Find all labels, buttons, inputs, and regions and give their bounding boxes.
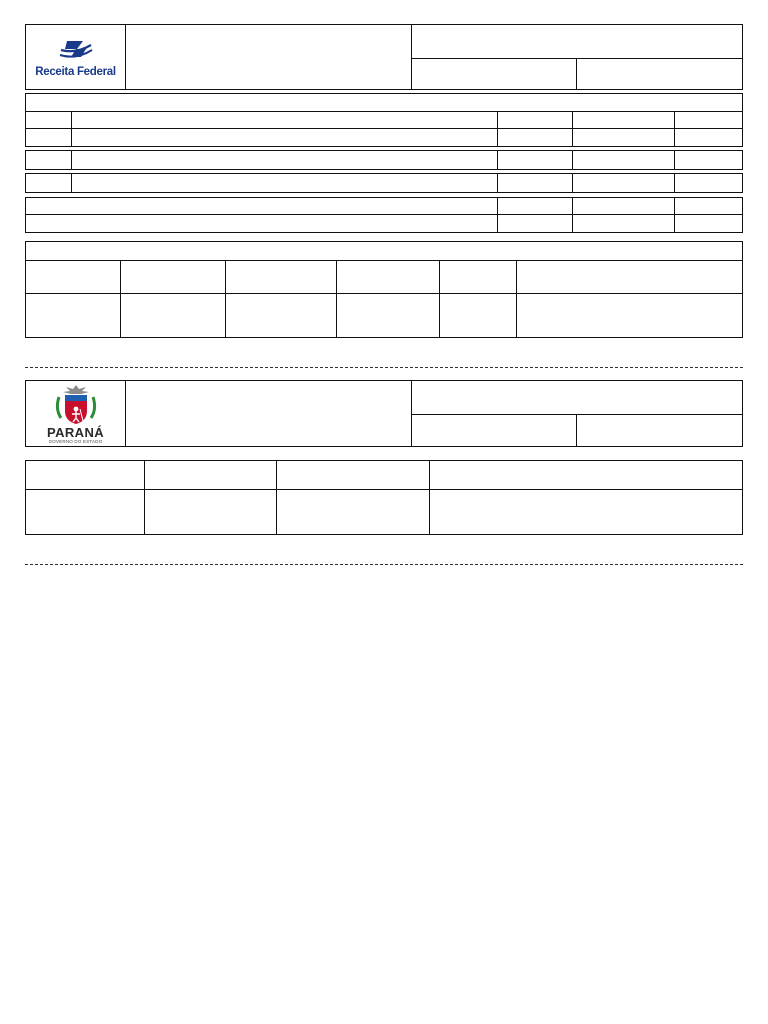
rf-items-row-3-col-3 [572,150,573,170]
rf-totals-col-1 [497,197,498,233]
rf-bottom-col-5 [516,260,517,338]
rf-totals-row-divider [25,214,743,215]
pr-table-col-3 [429,460,430,535]
receita-federal-emblem-icon [57,38,95,64]
rf-header-right-top-cell [411,24,743,59]
parana-logo-subtext: GOVERNO DO ESTADO [48,439,103,444]
parana-logo [27,382,124,445]
rf-header-right-bottom-left-cell [411,58,577,90]
rf-items-col-1 [71,111,72,147]
pr-table-col-1 [144,460,145,535]
parana-coat-of-arms-icon [51,383,101,425]
rf-totals-col-2 [572,197,573,233]
rf-header-title-cell [125,24,412,90]
rf-items-table-1-row-divider [25,128,743,129]
rf-items-row-4-col-3 [572,173,573,193]
cut-line-2 [25,564,743,565]
rf-items-row-4-col-4 [674,173,675,193]
receita-federal-logo [27,34,124,82]
rf-items-row-4-col-2 [497,173,498,193]
rf-items-col-4 [674,111,675,147]
rf-items-row-4-col-1 [71,173,72,193]
pr-table-col-2 [276,460,277,535]
rf-items-col-3 [572,111,573,147]
rf-items-table-1 [25,111,743,147]
pr-table [25,460,743,535]
rf-bottom-col-2 [225,260,226,338]
rf-bottom-col-3 [336,260,337,338]
rf-totals-col-3 [674,197,675,233]
rf-totals-table [25,197,743,233]
rf-bottom-table-band-divider [25,260,743,261]
rf-items-row-3-col-4 [674,150,675,170]
pr-header-right-top-cell [411,380,743,415]
rf-header-right-bottom-right-cell [576,58,743,90]
rf-items-row-3 [25,150,743,170]
pr-header-title-cell [125,380,412,447]
parana-logo-text: PARANÁ [46,425,105,440]
rf-bottom-table-header-divider [25,293,743,294]
rf-section-band [25,93,743,112]
rf-bottom-table [25,241,743,338]
rf-bottom-col-4 [439,260,440,338]
receita-federal-logo-text: Receita Federal [35,66,116,78]
pr-header-right-bottom-left-cell [411,414,577,447]
cut-line-1 [25,367,743,368]
pr-header-right-bottom-right-cell [576,414,743,447]
rf-items-row-3-col-1 [71,150,72,170]
rf-items-row-4 [25,173,743,193]
rf-items-row-3-col-2 [497,150,498,170]
pr-table-header-divider [25,489,743,490]
rf-bottom-col-1 [120,260,121,338]
rf-items-col-2 [497,111,498,147]
